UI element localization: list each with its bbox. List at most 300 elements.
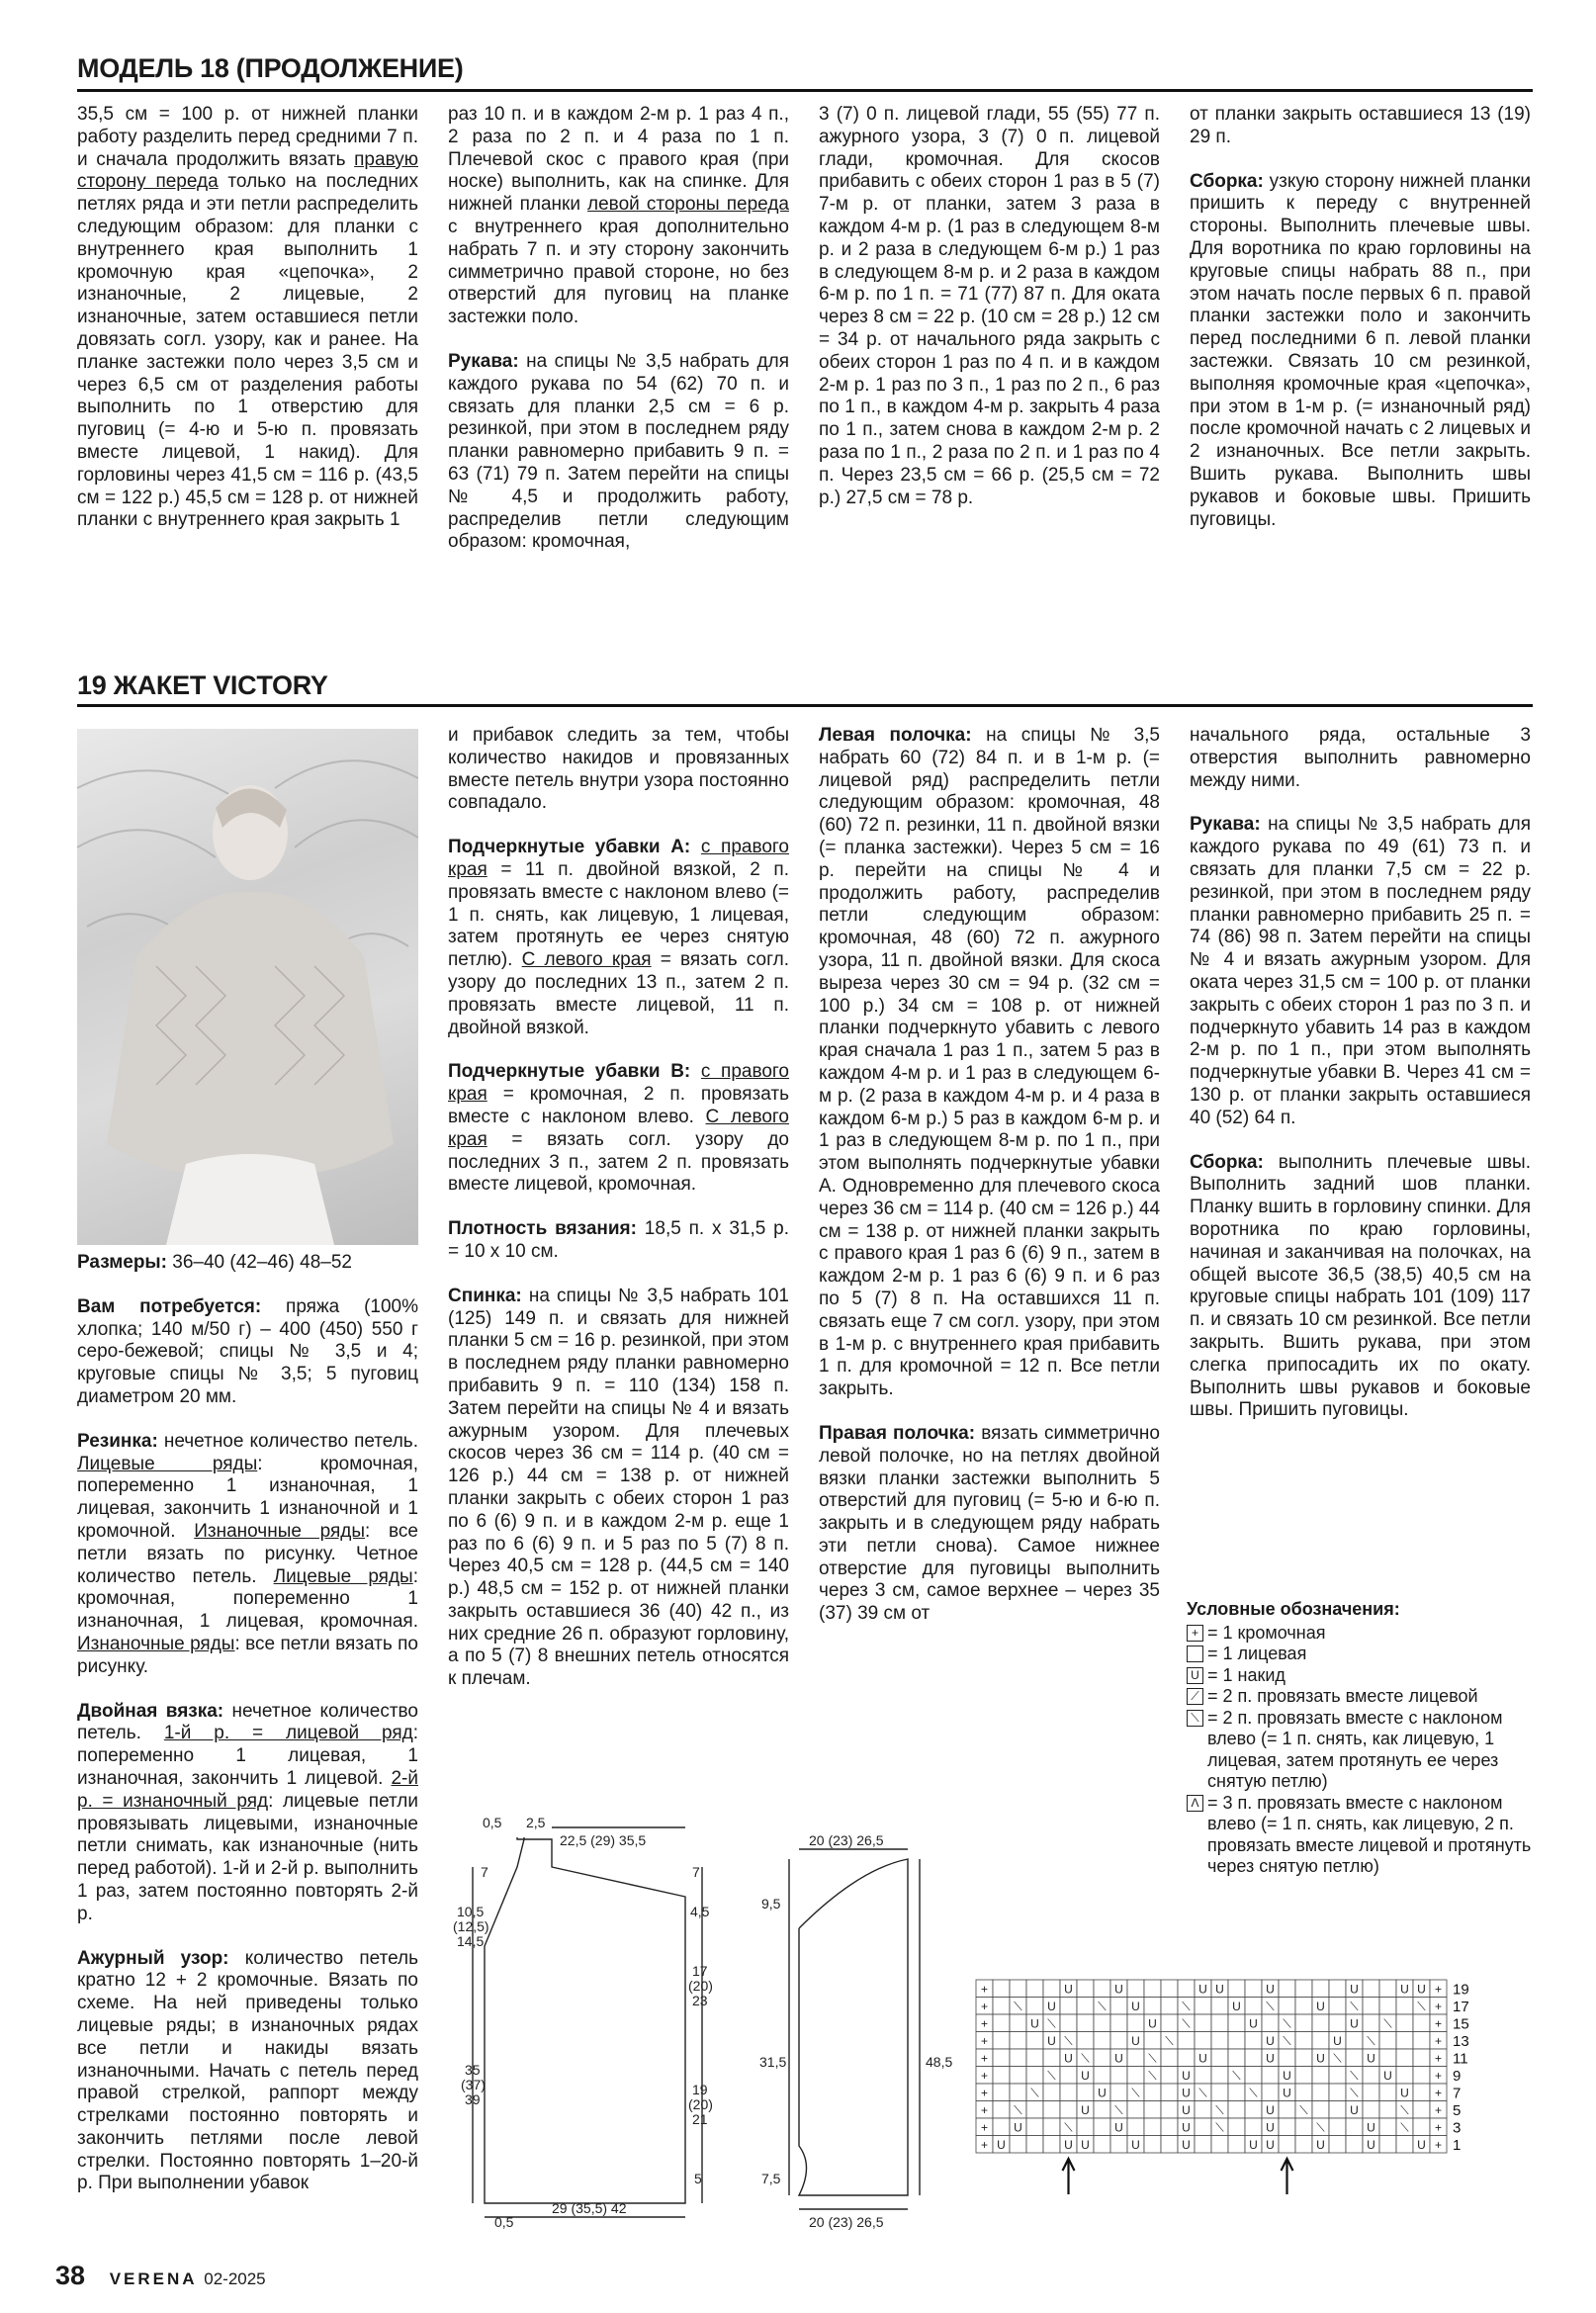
chart-symbol: U (1350, 1982, 1359, 1997)
chart-cell (1211, 1998, 1228, 2015)
chart-row-number: 7 (1453, 2085, 1462, 2102)
chart-cell (1312, 2084, 1329, 2101)
legend-item (1187, 1708, 1533, 1793)
chart-cell (993, 2084, 1010, 2101)
chart-cell (993, 2014, 1010, 2032)
chart-symbol: + (1434, 2051, 1443, 2066)
model-photo (77, 729, 418, 1245)
chart-symbol: + (1434, 1982, 1443, 1997)
chart-cell (1077, 1998, 1094, 2015)
chart-symbol: ⟍ (1215, 2103, 1224, 2117)
chart-symbol: U (1047, 2000, 1056, 2013)
chart-cell (1060, 2014, 1077, 2032)
chart-cell (1026, 2118, 1043, 2136)
legend-item (1187, 1793, 1533, 1878)
chart-cell (993, 2101, 1010, 2119)
chart-cell (1363, 2084, 1379, 2101)
legend-text: = 2 п. провязать вместе с наклоном влево (= 1 п. снять, как лицевую, 1 лицевая, затем протянуть ее через снятую петлю) (1207, 1707, 1503, 1791)
legend-text: = 1 кромочная (1207, 1622, 1326, 1643)
chart-cell (1195, 2136, 1211, 2154)
chart-cell (1094, 2014, 1110, 2032)
chart-symbol: U (1266, 2138, 1275, 2152)
sleeve-schematic (759, 1829, 977, 2235)
chart-cell (993, 1998, 1010, 2015)
chart-cell (1312, 2032, 1329, 2050)
dim-label: (20) (688, 2096, 713, 2112)
chart-cell (1195, 2101, 1211, 2119)
text-block: Правая полочка: вязать симметрично левой полочке, но на петлях двойной вязки планки застежки выполнить 5 отверстий для пуговиц (= 5-ю и 6-ю п. закрыть и в следующем ряду набрать эти петли снова). Самое нижнее отверстие для пуговицы выполнить через 3 см, самое верхнее – через 35 (37) 39 см от (819, 1422, 1160, 1625)
sk2p-icon: Λ (1187, 1795, 1203, 1812)
chart-cell (1010, 2084, 1026, 2101)
dim-label: 4,5 (690, 1904, 710, 1919)
chart-cell (1127, 2067, 1144, 2085)
chart-symbol: U (1367, 2138, 1375, 2152)
chart-cell (1295, 2118, 1312, 2136)
chart-symbol: U (1081, 2069, 1090, 2083)
chart-cell (1161, 2136, 1178, 2154)
chart-cell (1043, 2136, 1060, 2154)
dim-label: 10,5 (457, 1904, 485, 1919)
chart-symbol: U (1081, 2103, 1090, 2117)
chart-cell (1211, 2049, 1228, 2067)
chart-cell (1228, 2118, 1245, 2136)
chart-cell (1195, 1998, 1211, 2015)
chart-symbol: ⟍ (1165, 2034, 1174, 2048)
chart-cell (1110, 2136, 1127, 2154)
chart-cell (1127, 2014, 1144, 2032)
knit-stitch-icon (1187, 1646, 1203, 1662)
chart-symbol: ⟍ (1131, 2086, 1140, 2100)
legend-item (1187, 1686, 1533, 1708)
chart-cell (1245, 2049, 1262, 2067)
chart-cell (1211, 2067, 1228, 2085)
chart-cell (1144, 2118, 1161, 2136)
text-block: Спинка: на спицы № 3,5 набрать 101 (125) 149 п. и связать для нижней планки 5 см = 16 р. резинкой, при этом в последнем ряду планки равномерно прибавить 9 п. = 110 (134) 158 п. Затем перейти на спицы № 4 и вязать ажурным узором. Для плечевых скосов через 36 см = 114 р. (40 см = 126 р.) 44 см = 138 р. от нижней планки закрыть с обеих сторон 1 раз по 6 (6) 9 п. и в каждом 2-м р. еще 1 раз по 6 (6) 9 п. и 5 раз по 5 (7) 8 п. Через 40,5 см = 128 р. (44,5 см = 140 р.) 48,5 см = 152 р. от нижней планки закрыть оставшиеся 36 (40) 42 п., из них средние 26 п. образуют горловину, а по 5 (7) 8 внешних петель относятся к плечам. (448, 1285, 789, 1690)
chart-cell (1379, 2049, 1396, 2067)
chart-cell (1110, 2067, 1127, 2085)
chart-cell (1026, 2067, 1043, 2085)
chart-cell (1060, 2067, 1077, 2085)
text-block: Плотность вязания: 18,5 п. х 31,5 р. = 10 х 10 см. (448, 1218, 789, 1262)
text-block: раз 10 п. и в каждом 2-м р. 1 раз 4 п., 2 раза по 2 п. и 4 раза по 1 п. Плечевой скос с правого края (при носке) выполнить, как на спинке. Для нижней планки левой стороны переда с внутреннего края дополнительно набрать 7 п. и эту сторону закончить симметрично правой стороне, но без отверстий для пуговиц на планке застежки поло. (448, 104, 789, 328)
chart-cell (1413, 2067, 1430, 2085)
chart-symbol: U (1266, 2103, 1275, 2117)
chart-symbol: + (980, 2103, 989, 2117)
chart-cell (1026, 2049, 1043, 2067)
chart-cell (1161, 1980, 1178, 1998)
body-schematic (443, 1818, 730, 2233)
chart-symbol: ⟍ (1148, 2051, 1157, 2066)
chart-symbol: U (1367, 2120, 1375, 2135)
dim-label: 20 (23) 26,5 (809, 1832, 884, 1848)
chart-symbol: U (1316, 2051, 1325, 2066)
chart-symbol: U (1417, 2138, 1426, 2152)
chart-symbol: ⟍ (1266, 2000, 1275, 2013)
chart-symbol: U (1417, 1982, 1426, 1997)
chart-symbol: U (1316, 2138, 1325, 2152)
chart-symbol: ⟍ (1400, 2120, 1409, 2135)
chart-cell (1026, 2032, 1043, 2050)
chart-cell (1094, 2032, 1110, 2050)
chart-symbol: U (1266, 2051, 1275, 2066)
chart-cell (1228, 2101, 1245, 2119)
lace-pattern-chart (974, 1978, 1533, 2215)
chart-cell (1144, 2101, 1161, 2119)
dim-label: 48,5 (926, 2054, 953, 2070)
top-column-1 (77, 104, 418, 554)
chart-row-number: 19 (1453, 1981, 1469, 1999)
chart-cell (1026, 2136, 1043, 2154)
chart-cell (1043, 2084, 1060, 2101)
chart-cell (1312, 2101, 1329, 2119)
chart-cell (1127, 1980, 1144, 1998)
chart-cell (1346, 2118, 1363, 2136)
dim-label: (37) (461, 2077, 486, 2092)
chart-symbol: U (1064, 1982, 1073, 1997)
chart-cell (1094, 2101, 1110, 2119)
schematic-outline (799, 1859, 908, 2195)
chart-symbol: ⟍ (1064, 2034, 1073, 2048)
chart-cell (1262, 2014, 1279, 2032)
chart-cell (1295, 2032, 1312, 2050)
text-block: Ажурный узор: количество петель кратно 12 + 2 кромочные. Вязать по схеме. На ней приведены только лицевые ряды; в изнаночных рядах все петли и накиды вязать изнаночными. Начать с петель перед правой стрелкой, раппорт между стрелками постоянно повторять и закончить петлями после левой стрелки. Постоянно повторять 1–20-й р. При выполнении убавок (77, 1947, 419, 2194)
chart-cell (1094, 2118, 1110, 2136)
chart-symbol: ⟍ (1350, 2069, 1359, 2083)
chart-row-number: 9 (1453, 2068, 1462, 2085)
chart-row-number: 11 (1453, 2050, 1468, 2068)
chart-cell (1396, 2014, 1413, 2032)
chart-symbol: ⟍ (1081, 2051, 1090, 2066)
chart-symbol: ⟍ (1148, 2069, 1157, 2083)
ssk-icon: ⟍ (1187, 1710, 1203, 1727)
chart-row-number: 15 (1453, 2015, 1469, 2033)
chart-symbol: U (1182, 2086, 1191, 2100)
chart-cell (1413, 2032, 1430, 2050)
text-block: Рукава: на спицы № 3,5 набрать для каждого рукава по 54 (62) 70 п. и связать для планки 2,5 см = 6 р. резинкой, при этом в последнем ряду планки равномерно прибавить 9 п. = 63 (71) 79 п. Затем перейти на спицы № 4,5 и продолжить работу, распределив петли следующим образом: кромочная, (448, 350, 789, 553)
issue-number: 02-2025 (204, 2269, 266, 2288)
legend-item (1187, 1644, 1533, 1665)
chart-symbol: + (980, 2034, 989, 2048)
chart-cell (1228, 2136, 1245, 2154)
chart-symbol: U (1114, 2051, 1123, 2066)
text-block: Подчеркнутые убавки А: с правого края = 11 п. двойной вязкой, 2 п. провязать вместе с наклоном влево (= 1 п. снять, как лицевую, 1 лицевая, затем протянуть ее через снятую петлю). С левого края = вязать согл. узору до последних 13 п., затем 2 п. провязать вместе лицевой, 11 п. двойной вязкой. (448, 837, 790, 1038)
chart-cell (1060, 2101, 1077, 2119)
chart-cell (1161, 2118, 1178, 2136)
chart-symbol: U (1182, 2120, 1191, 2135)
chart-cell (1262, 2084, 1279, 2101)
chart-cell (1346, 2032, 1363, 2050)
chart-cell (1262, 2067, 1279, 2085)
chart-cell (1363, 2067, 1379, 2085)
heading-rule (77, 704, 1533, 707)
chart-cell (993, 2049, 1010, 2067)
chart-symbol: U (1131, 2034, 1140, 2048)
chart-symbol: U (1098, 2086, 1107, 2100)
photo-illustration (77, 729, 418, 1245)
legend-item (1187, 1623, 1533, 1645)
chart-cell (1329, 2014, 1346, 2032)
chart-symbol: U (1081, 2138, 1090, 2152)
chart-cell (1396, 2049, 1413, 2067)
chart-cell (1346, 2049, 1363, 2067)
chart-symbol: U (1198, 2051, 1207, 2066)
chart-symbol: U (1232, 2000, 1241, 2013)
chart-cell (1329, 1998, 1346, 2015)
chart-cell (1010, 2032, 1026, 2050)
chart-row-number: 5 (1453, 2102, 1462, 2119)
chart-symbol: ⟍ (1283, 2034, 1291, 2048)
chart-symbol: U (1266, 2034, 1275, 2048)
chart-cell (1077, 1980, 1094, 1998)
chart-symbol: ⟍ (1114, 2103, 1123, 2117)
chart-symbol: U (1383, 2069, 1392, 2083)
chart-cell (1144, 2136, 1161, 2154)
chart-cell (1312, 2067, 1329, 2085)
chart-cell (1346, 2136, 1363, 2154)
chart-cell (1379, 2084, 1396, 2101)
page-number: 38 (55, 2261, 86, 2290)
chart-cell (1329, 2118, 1346, 2136)
chart-cell (1211, 2032, 1228, 2050)
text-block: 3 (7) 0 п. лицевой глади, 55 (55) 77 п. ажурного узора, 3 (7) 0 п. лицевой глади, кромочная. Для скосов прибавить с обеих сторон 1 раз в 5 (7) 7-м р. от планки, затем 3 раза в каждом 4-м р. (1 раз в следующем 8-м р. и 2 раза в следующем 6-м р.) 1 раз в следующем 8-м р. и 2 раза в каждом 6-м р. по 1 п. = 71 (77) 87 п. Для оката через 8 см = 22 р. (10 см = 28 р.) 12 см = 34 р. от начального ряда закрыть с обеих сторон 1 раз по 4 п. и в каждом 2-м р. 1 раз по 3 п., 1 раз по 2 п., 6 раз по 1 п., в каждом 4-м р. закрыть 4 раза по 1 п., затем снова в каждом 2-м р. 2 раза по 1 п., 2 раза по 2 п. и 1 раз по 4 п. Через 23,5 см = 66 р. (25,5 см = 72 р.) 27,5 см = 78 р. (819, 104, 1160, 508)
chart-cell (1077, 2084, 1094, 2101)
dim-label: 21 (692, 2111, 708, 2127)
chart-symbol: + (980, 2086, 989, 2100)
chart-cell (1396, 2032, 1413, 2050)
section-heading-model19: 19 ЖАКЕТ VICTORY (77, 670, 328, 700)
chart-cell (1094, 2136, 1110, 2154)
chart-symbol: U (1400, 1982, 1409, 1997)
chart-symbol: ⟍ (1014, 2103, 1022, 2117)
chart-symbol: ⟍ (1249, 2086, 1258, 2100)
chart-symbol: U (1198, 1982, 1207, 1997)
chart-cell (1245, 2067, 1262, 2085)
chart-symbol: ⟍ (1299, 2103, 1308, 2117)
chart-symbol: + (1434, 2069, 1443, 2083)
dim-label: (12,5) (453, 1918, 489, 1934)
chart-symbol: U (1215, 1982, 1224, 1997)
chart-symbol: U (1367, 2051, 1375, 2066)
chart-symbol: + (1434, 2086, 1443, 2100)
text-block: Резинка: нечетное количество петель. Лицевые ряды: кромочная, попеременно 1 изнаночная, 1 лицевая, закончить 1 изнаночной и 1 кромочной. Изнаночные ряды: все петли вязать по рисунку. Четное количество петель. Лицевые ряды: кромочная, попеременно 1 изнаночная, 1 лицевая, кромочная. Изнаночные ряды: все петли вязать по рисунку. (77, 1430, 418, 1677)
chart-symbol: U (1266, 1982, 1275, 1997)
chart-cell (1329, 2101, 1346, 2119)
chart-cell (1178, 1980, 1195, 1998)
heading-rule (77, 89, 1533, 92)
chart-symbol: ⟍ (1367, 2034, 1375, 2048)
dim-label: 7,5 (761, 2171, 781, 2186)
text-block: Размеры: 36–40 (42–46) 48–52 (77, 1252, 352, 1273)
chart-cell (1312, 2014, 1329, 2032)
chart-cell (1363, 1998, 1379, 2015)
chart-cell (1026, 1998, 1043, 2015)
chart-symbol: U (1047, 2034, 1056, 2048)
chart-symbol: U (1030, 2016, 1039, 2031)
chart-symbol: U (997, 2138, 1006, 2152)
chart-cell (1329, 1980, 1346, 1998)
chart-cell (993, 2118, 1010, 2136)
chart-symbol: ⟍ (1047, 2069, 1056, 2083)
dim-label: 2,5 (526, 1818, 546, 1830)
chart-cell (1295, 1998, 1312, 2015)
text-block: от планки закрыть оставшиеся 13 (19) 29 п. (1190, 104, 1531, 147)
symbol-legend (1187, 1599, 1533, 1878)
chart-cell (1211, 2136, 1228, 2154)
chart-cell (1094, 2049, 1110, 2067)
chart-cell (1379, 1980, 1396, 1998)
chart-cell (1195, 2067, 1211, 2085)
chart-symbol: + (1434, 2016, 1443, 2031)
dim-label: 0,5 (483, 1818, 502, 1830)
chart-cell (1228, 2032, 1245, 2050)
chart-cell (1396, 2136, 1413, 2154)
chart-cell (1060, 1998, 1077, 2015)
chart-cell (1396, 2067, 1413, 2085)
page-footer (55, 2261, 266, 2291)
chart-symbol: U (1400, 2086, 1409, 2100)
chart-row-number: 1 (1453, 2137, 1462, 2154)
chart-symbol: U (1064, 2138, 1073, 2152)
selvage-stitch-icon: + (1187, 1625, 1203, 1642)
chart-cell (1144, 2084, 1161, 2101)
chart-cell (1379, 2032, 1396, 2050)
chart-cell (993, 1980, 1010, 1998)
chart-cell (1043, 2049, 1060, 2067)
chart-symbol: ⟍ (1383, 2016, 1392, 2031)
chart-cell (1329, 2136, 1346, 2154)
chart-cell (1245, 2101, 1262, 2119)
chart-symbol: + (1434, 2034, 1443, 2048)
chart-cell (1396, 1998, 1413, 2015)
chart-cell (1077, 2032, 1094, 2050)
chart-cell (1161, 1998, 1178, 2015)
chart-row-number: 13 (1453, 2033, 1469, 2050)
dim-label: 19 (692, 2082, 708, 2097)
chart-symbol: + (1434, 2120, 1443, 2135)
yarn-over-icon: U (1187, 1667, 1203, 1684)
chart-symbol: U (1114, 2120, 1123, 2135)
chart-row-number: 3 (1453, 2119, 1462, 2137)
chart-cell (1094, 2067, 1110, 2085)
dim-label: 23 (692, 1993, 708, 2008)
legend-text: = 1 накид (1207, 1664, 1286, 1685)
text-block: Вам потребуется: пряжа (100% хлопка; 140 м/50 г) – 400 (450) 550 г серо-бежевой; спицы № 3,5 и 4; круговые спицы № 3,5; 5 пуговиц диаметром 20 мм. (77, 1295, 418, 1407)
chart-cell (1363, 1980, 1379, 1998)
dim-label: 14,5 (457, 1933, 485, 1949)
text-block: начального ряда, остальные 3 отверстия выполнить равномерно между ними. (1190, 725, 1531, 791)
chart-cell (1228, 1980, 1245, 1998)
text-block: Левая полочка: на спицы № 3,5 набрать 60 (72) 84 п. и в 1-м р. (= лицевой ряд) распределить петли следующим образом: кромочная, 48 (60) 72 п. резинки, 11 п. двойной вязки (= планка застежки). Через 5 см = 16 р. перейти на спицы № 4 и продолжить работу, распределив петли следующим образом: кромочная, 48 (60) 72 п. ажурного узора, 11 п. двойной вязки. Для скоса выреза через 30 см = 94 р. (32 см = 100 р.) 34 см = 108 р. от нижней планки подчеркнуто убавить с левого края сначала 1 раз 1 п., затем 5 раз в каждом 4-м р. и 1 раз в следующем 6-м р. (2 раза в каждом 4-м р. и 4 раза в каждом 6-м р.) 5 раз в каждом 6-м р. и 1 раз в следующем 8-м р. по 1 п., при этом выполнять подчеркнутые убавки А. Одновременно для плечевого скоса через 36 см = 114 р. (40 см = 126 р.) 44 см = 138 р. от нижней планки закрыть с правого края 1 раз 6 (6) 9 п., затем в каждом 2-м р. 1 раз 6 (6) 9 п. и 6 раз по 5 (7) 8 п. На оставшихся 11 п. связать еще 7 см согл. узору, при этом в 1-м р. с внутреннего края прибавить 1 п. для кромочной = 12 п. Все петли закрыть. (819, 725, 1161, 1400)
chart-cell (1094, 1980, 1110, 1998)
chart-symbol: U (1131, 2000, 1140, 2013)
chart-cell (1144, 1980, 1161, 1998)
chart-cell (1161, 2084, 1178, 2101)
chart-cell (1312, 1980, 1329, 1998)
chart-cell (1295, 2067, 1312, 2085)
text-block: и прибавок следить за тем, чтобы количество накидов и провязанных вместе петель внутри узора постоянно совпадало. (448, 725, 789, 814)
chart-cell (1110, 1998, 1127, 2015)
chart-cell (1413, 2101, 1430, 2119)
chart-symbol: U (1014, 2120, 1022, 2135)
chart-symbol: ⟍ (1182, 2000, 1191, 2013)
chart-cell (1379, 2101, 1396, 2119)
chart-cell (1211, 2014, 1228, 2032)
chart-cell (1279, 2101, 1295, 2119)
schematic-outline (485, 1837, 685, 2203)
chart-symbol: U (1249, 2016, 1258, 2031)
chart-cell (1043, 1980, 1060, 1998)
chart-cell (1077, 2118, 1094, 2136)
dim-label: 29 (35,5) 42 (552, 2200, 627, 2216)
text-block: 35,5 см = 100 р. от нижней планки работу разделить перед средними 7 п. и сначала продолжить вязать правую сторону переда только на последних петлях ряда и эти петли распределить следующим образом: для планки с внутреннего края выполнить 1 кромочную края «цепочка», 2 изнаночные, 2 лицевые, 2 изнаночные, затем оставшиеся петли довязать согл. узору, как и ранее. На планке застежки поло через 3,5 см и через 6,5 см от разделения работы выполнить по 1 отверстию для пуговиц (= 4-ю и 5-ю п. провязать вместе лицевой, 1 накид). Для горловины через 41,5 см = 116 р. (43,5 см = 122 р.) 45,5 см = 128 р. от нижней планки с внутреннего края закрыть 1 (77, 104, 418, 531)
chart-cell (1127, 2049, 1144, 2067)
chart-cell (993, 2067, 1010, 2085)
chart-cell (1077, 2014, 1094, 2032)
chart-symbol: U (1182, 2103, 1191, 2117)
chart-symbol: + (1434, 2000, 1443, 2013)
chart-cell (1228, 2049, 1245, 2067)
chart-symbol: ⟍ (1333, 2051, 1342, 2066)
chart-symbol: + (980, 1982, 989, 1997)
text-block: Сборка: узкую сторону нижней планки пришить к переду с внутренней стороны. Выполнить плечевые швы. Для воротника по краю горловины на круговые спицы набрать 88 п., при этом начать после первых 6 п. правой планки застежки поло и закончить перед последними 6 п. левой планки застежки. Связать 10 см резинкой, выполняя кромочные края «цепочка», при этом в 1-м р. (= изнаночный ряд) после кромочной начать с 2 лицевых и 2 изнаночных. Все петли закрыть. Вшить рукава. Выполнить швы рукавов и боковые швы. Пришить пуговицы. (1190, 170, 1531, 530)
chart-cell (1295, 2014, 1312, 2032)
chart-symbol: ⟍ (1064, 2120, 1073, 2135)
chart-cell (1279, 2136, 1295, 2154)
chart-symbol: U (1114, 1982, 1123, 1997)
chart-symbol: ⟍ (1283, 2016, 1291, 2031)
chart-cell (1110, 2032, 1127, 2050)
chart-symbol: + (980, 2000, 989, 2013)
text-block: Двойная вязка: нечетное количество петель. 1-й р. = лицевой ряд: попеременно 1 лицевая, 1 изнаночная, закончить 1 лицевой. 2-й р. = изнаночный ряд: лицевые петли провязывать лицевыми, изнаночные петли снимать, как изнаночные (нить перед работой). 1-й и 2-й р. выполнить 1 раз, затем постоянно повторять 2-й р. (77, 1700, 418, 1924)
chart-cell (1010, 2136, 1026, 2154)
chart-cell (1379, 1998, 1396, 2015)
chart-cell (1161, 2067, 1178, 2085)
legend-title: Условные обозначения: (1187, 1599, 1400, 1619)
chart-cell (1144, 1998, 1161, 2015)
chart-cell (1279, 2118, 1295, 2136)
top-column-2 (448, 104, 789, 576)
text-block: Подчеркнутые убавки В: с правого края = кромочная, 2 п. провязать вместе с наклоном влево. С левого края = вязать согл. узору до последних 3 п., затем 2 п. провязать вместе лицевой, кромочная. (448, 1061, 790, 1196)
chart-cell (1026, 2101, 1043, 2119)
chart-symbol: ⟍ (1350, 2000, 1359, 2013)
chart-symbol: ⟍ (1182, 2016, 1191, 2031)
chart-symbol: U (1064, 2051, 1073, 2066)
chart-symbol: + (1434, 2103, 1443, 2117)
dim-label: 20 (23) 26,5 (809, 2214, 884, 2230)
chart-symbol: + (980, 2016, 989, 2031)
chart-symbol: U (1350, 2103, 1359, 2117)
chart-cell (1043, 2118, 1060, 2136)
top-column-4 (1190, 104, 1531, 553)
chart-symbol: ⟍ (1316, 2120, 1325, 2135)
chart-cell (1026, 1980, 1043, 1998)
chart-cell (1279, 1980, 1295, 1998)
chart-cell (1110, 2084, 1127, 2101)
chart-symbol: U (1266, 2120, 1275, 2135)
dim-label: 39 (465, 2091, 481, 2107)
chart-symbol: U (1148, 2016, 1157, 2031)
chart-cell (1413, 2084, 1430, 2101)
chart-cell (993, 2032, 1010, 2050)
chart-cell (1295, 2084, 1312, 2101)
dim-label: 22,5 (29) 35,5 (560, 1832, 647, 1848)
text-block: Сборка: выполнить плечевые швы. Выполнить задний шов планки. Планку вшить в горловину спинки. Для воротника по краю горловины, начиная и заканчивая на полочках, на общей высоте 36,5 (38,5) 40,5 см на круговые спицы набрать 101 (109) 117 п. и связать 10 см резинкой. Все петли закрыть. Вшить рукава, при этом слегка припосадить их по окату. Выполнить швы рукавов и боковые швы. Пришить пуговицы. (1190, 1151, 1531, 1421)
chart-row-number: 17 (1453, 1999, 1469, 2015)
bottom-column-3 (819, 725, 1160, 1647)
chart-cell (1010, 2067, 1026, 2085)
chart-cell (1010, 1980, 1026, 1998)
chart-symbol: ⟍ (1098, 2000, 1107, 2013)
